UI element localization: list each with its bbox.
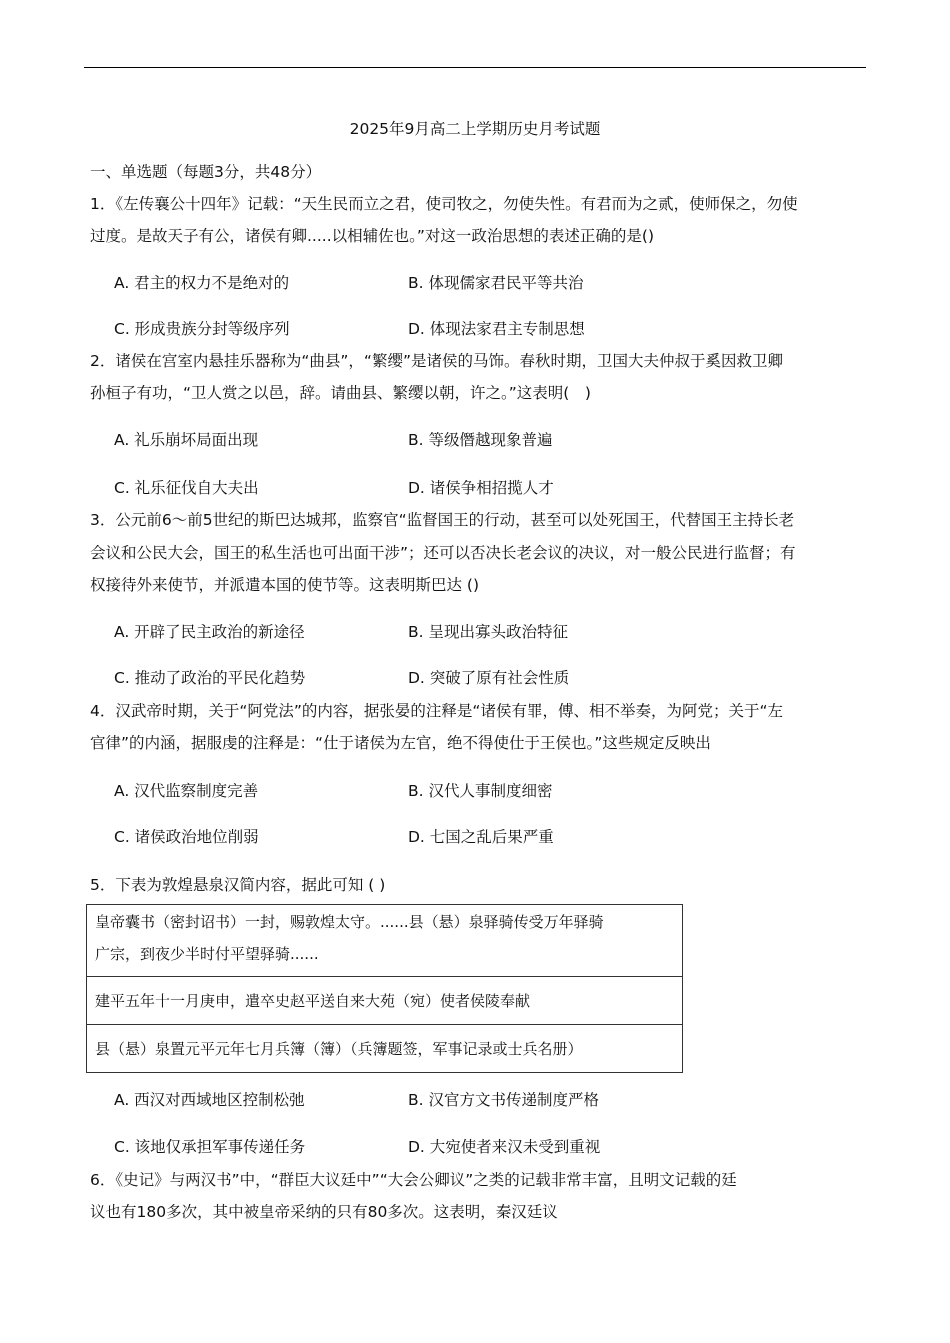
q2-option-d: D. 诸侯争相招揽人才 xyxy=(408,479,554,497)
q3-option-c: C. 推动了政治的平民化趋势 xyxy=(114,669,306,687)
q4-option-c: C. 诸侯政治地位削弱 xyxy=(114,828,259,846)
q4-option-d: D. 七国之乱后果严重 xyxy=(408,828,554,846)
q5-option-a: A. 西汉对西域地区控制松弛 xyxy=(114,1091,305,1109)
q5-option-b: B. 汉官方文书传递制度严格 xyxy=(408,1091,599,1109)
q3-option-d: D. 突破了原有社会性质 xyxy=(408,669,570,687)
table-row xyxy=(87,977,683,1025)
q5-source-table xyxy=(86,904,683,1073)
q2-option-a: A. 礼乐崩坏局面出现 xyxy=(114,431,259,449)
q3-option-a: A. 开辟了民主政治的新途径 xyxy=(114,623,305,641)
q5-stem: 5．下表为敦煌悬泉汉简内容，据此可知 ( ) xyxy=(90,876,386,894)
q2-option-b: B. 等级僭越现象普遍 xyxy=(408,431,553,449)
q4-option-a: A. 汉代监察制度完善 xyxy=(114,782,259,800)
q4-stem-line1: 4．汉武帝时期，关于“阿党法”的内容，据张晏的注释是“诸侯有罪，傅、相不举奏，为阿党；关于“左 xyxy=(90,702,783,720)
q3-option-b: B. 呈现出寡头政治特征 xyxy=(408,623,568,641)
q5-row1-line1: 皇帝囊书（密封诏书）一封，赐敦煌太守。......县（悬）泉驿骑传受万年驿骑 xyxy=(95,913,604,931)
q5-option-d: D. 大宛使者来汉未受到重视 xyxy=(408,1138,601,1156)
q5-row2: 建平五年十一月庚申，遣卒史赵平送自来大苑（宛）使者侯陵奉献 xyxy=(87,977,683,1025)
q1-option-b: B. 体现儒家君民平等共治 xyxy=(408,274,584,292)
q6-stem-line2: 议也有180多次，其中被皇帝采纳的只有80多次。这表明，秦汉廷议 xyxy=(90,1203,558,1221)
q1-stem-line1: 1．《左传襄公十四年》记载：“天生民而立之君，使司牧之，勿使失性。有君而为之贰，使师保之，勿使 xyxy=(90,195,798,213)
q1-option-c: C. 形成贵族分封等级序列 xyxy=(114,320,290,338)
table-cell xyxy=(87,905,683,977)
q3-stem-line3: 权接待外来使节，并派遣本国的使节等。这表明斯巴达 () xyxy=(90,576,480,594)
q3-stem-line2: 会议和公民大会，国王的私生活也可出面干涉”；还可以否决长老会议的决议，对一般公民进行监督；有 xyxy=(90,544,796,562)
q5-row1-line2: 广宗，到夜少半时付平望驿骑...... xyxy=(95,945,319,963)
q4-stem-line2: 官律”的内涵，据服虔的注释是：“仕于诸侯为左官，绝不得使仕于王侯也。”这些规定反映出 xyxy=(90,734,711,752)
q3-stem-line1: 3．公元前6～前5世纪的斯巴达城邦，监察官“监督国王的行动，甚至可以处死国王，代替国王主持长老 xyxy=(90,511,795,529)
table-row xyxy=(87,1025,683,1073)
q5-option-c: C. 该地仅承担军事传递任务 xyxy=(114,1138,306,1156)
page-title: 2025年9月高二上学期历史月考试题 xyxy=(349,120,601,138)
q2-option-c: C. 礼乐征伐自大夫出 xyxy=(114,479,259,497)
q2-stem-line1: 2．诸侯在宫室内悬挂乐器称为“曲县”，“繁缨”是诸侯的马饰。春秋时期，卫国大夫仲叔于奚因救卫卿 xyxy=(90,352,783,370)
q6-stem-line1: 6．《史记》与两汉书”中，“群臣大议廷中”“大会公卿议”之类的记载非常丰富，且明文记载的廷 xyxy=(90,1171,737,1189)
q1-option-d: D. 体现法家君主专制思想 xyxy=(408,320,585,338)
q1-option-a: A. 君主的权力不是绝对的 xyxy=(114,274,290,292)
header-rule xyxy=(84,67,866,68)
table-row xyxy=(87,905,683,977)
section-heading: 一、单选题（每题3分，共48分） xyxy=(90,163,322,181)
q4-option-b: B. 汉代人事制度细密 xyxy=(408,782,553,800)
q5-row3: 县（悬）泉置元平元年七月兵簿（簿）（兵簿题签，军事记录或士兵名册） xyxy=(87,1025,683,1073)
q1-stem-line2: 过度。是故天子有公，诸侯有卿.....以相辅佐也。”对这一政治思想的表述正确的是() xyxy=(90,227,655,245)
q2-stem-line2: 孙桓子有功，“卫人赏之以邑，辞。请曲县、繁缨以朝，许之。”这表明( ) xyxy=(90,384,591,402)
